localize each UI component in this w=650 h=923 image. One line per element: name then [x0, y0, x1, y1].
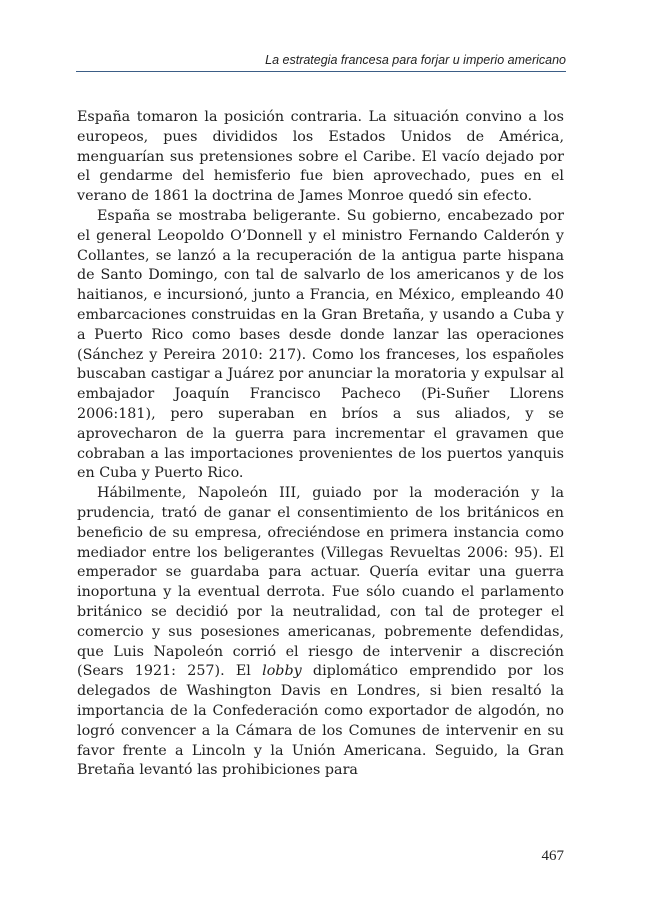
paragraph-3-part-2: diplomático emprendido por los delegados de Washington Davis en Londres, si bien resaltó la importancia de la Confederación como exportador de algodón, no logró convencer a la Cámara de los Comunes de intervenir en su favor frente a Lincoln y la Unión Americana. Seguido, la Gran Bretaña levantó las prohibiciones para — [77, 663, 564, 779]
header-divider — [76, 71, 566, 72]
page-number: 467 — [541, 848, 564, 864]
running-header: La estrategia francesa para forjar u imperio americano — [265, 53, 566, 67]
paragraph-3-italic-term: lobby — [262, 663, 302, 680]
paragraph-3-part-1: Hábilmente, Napoleón III, guiado por la moderación y la prudencia, trató de ganar el consentimiento de los británicos en beneficio de su empresa, ofreciéndose en primera instancia como mediador entre los beligerantes (Villegas Revueltas 2006: 95). El emperador se guardaba para actuar. Quería evitar una guerra inoportuna y la eventual derrota. Fue sólo cuando el parlamento británico se decidió por la neutralidad, con tal de proteger el comercio y sus posesiones americanas, pobremente defendidas, que Luis Napoleón corrió el riesgo de intervenir a discreción (Sears 1921: 257). El — [77, 485, 564, 680]
paragraph-2: España se mostraba beligerante. Su gobierno, encabezado por el general Leopoldo O’Donnell y el ministro Fernando Calderón y Collantes, se lanzó a la recuperación de la antigua parte hispana de Santo Domingo, con tal de salvarlo de los americanos y de los haitianos, e incursionó, junto a Francia, en México, empleando 40 embarcaciones construidas en la Gran Bretaña, y usando a Cuba y a Puerto Rico como bases desde donde lanzar las operaciones (Sánchez y Pereira 2010: 217). Como los franceses, los españoles buscaban castigar a Juárez por anunciar la moratoria y expulsar al embajador Joaquín Francisco Pacheco (Pi-Suñer Llorens 2006:181), pero superaban en bríos a sus aliados, y se aprovecharon de la guerra para incrementar el gravamen que cobraban a las importaciones provenientes de los puertos yanquis en Cuba y Puerto Rico. — [77, 207, 564, 482]
body-text — [77, 108, 564, 781]
paragraph-1: España tomaron la posición contraria. La situación convino a los europeos, pues divididos los Estados Unidos de América, menguarían sus pretensiones sobre el Caribe. El vacío dejado por el gendarme del hemisferio fue bien aprovechado, pues en el verano de 1861 la doctrina de James Monroe quedó sin efecto. — [77, 109, 564, 205]
paragraph-3 — [77, 484, 564, 781]
